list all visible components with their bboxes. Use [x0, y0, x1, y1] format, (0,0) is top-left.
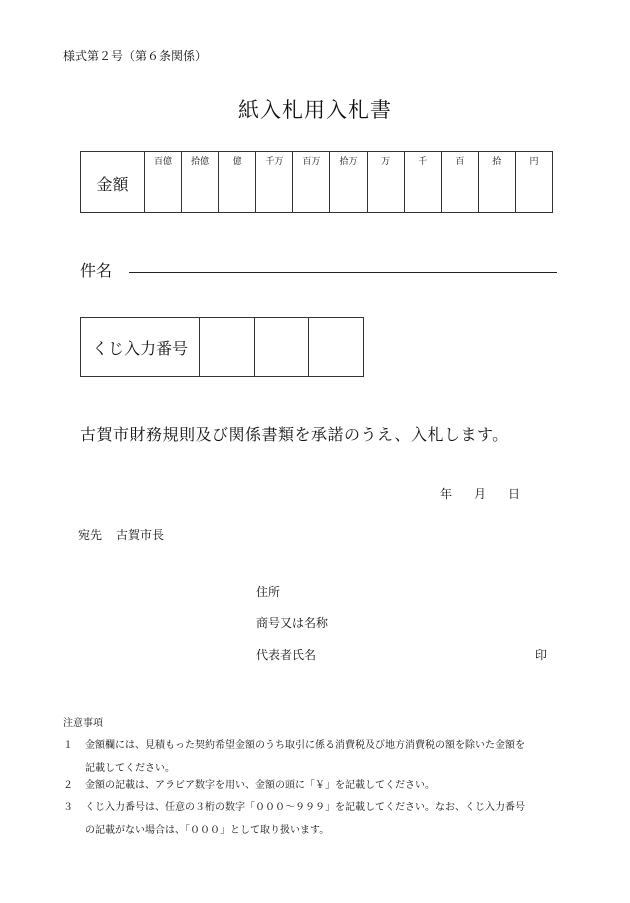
addressee-label: 宛先 — [78, 528, 103, 542]
addressee-name: 古賀市長 — [116, 528, 165, 542]
digit-cell[interactable]: 百 — [442, 152, 479, 212]
month-label: 月 — [474, 487, 487, 501]
digit-cell[interactable]: 拾 — [479, 152, 516, 212]
digit-cell[interactable]: 拾万 — [330, 152, 367, 212]
lottery-label: くじ入力番号 — [81, 318, 200, 376]
notes-title: 注意事項 — [63, 718, 103, 729]
subject-label: 件名 — [80, 261, 113, 280]
digit-cell[interactable]: 千万 — [256, 152, 293, 212]
company-name-label: 商号又は名称 — [256, 616, 329, 630]
amount-table — [80, 151, 553, 213]
note-number: ２ — [63, 780, 73, 791]
digit-cell[interactable]: 万 — [368, 152, 405, 212]
address-label: 住所 — [256, 585, 281, 599]
note-number: ３ — [63, 802, 73, 813]
seal-label: 印 — [535, 648, 548, 662]
note-item — [63, 736, 578, 774]
digit-cell[interactable]: 百億 — [145, 152, 182, 212]
lottery-number-table — [80, 317, 364, 377]
declaration-text: 古賀市財務規則及び関係書類を承諾のうえ、入札します。 — [80, 425, 509, 444]
digit-cell[interactable]: 円 — [529, 157, 539, 167]
representative-label: 代表者氏名 — [256, 648, 317, 662]
lottery-digit-box[interactable] — [200, 318, 255, 376]
note-text: くじ入力番号は、任意の３桁の数字「０００～９９９」を記載してください。なお、くじ入力番号 — [85, 802, 525, 813]
document-title: 紙入札用入札書 — [238, 98, 392, 122]
digit-cell[interactable]: 億 — [219, 152, 256, 212]
note-text-continued: 記載してください。 — [85, 763, 175, 774]
note-number: １ — [63, 740, 73, 751]
digit-cell[interactable]: 百万 — [293, 152, 330, 212]
digit-cell[interactable]: 拾億 — [182, 152, 219, 212]
lottery-digit-box[interactable] — [309, 318, 363, 376]
day-label: 日 — [508, 487, 521, 501]
amount-digits — [145, 152, 552, 212]
note-text: 金額の記載は、アラビア数字を用い、金額の頭に「￥」を記載してください。 — [85, 780, 435, 791]
date-line — [440, 485, 542, 502]
note-item — [63, 776, 578, 791]
note-text: 金額欄には、見積もった契約希望金額のうち取引に係る消費税及び地方消費税の額を除いた金額を — [85, 740, 525, 751]
year-label: 年 — [440, 487, 453, 501]
form-number: 様式第２号（第６条関係） — [63, 49, 208, 63]
lottery-digit-box[interactable] — [255, 318, 310, 376]
note-item — [63, 798, 578, 836]
note-text-continued: の記載がない場合は、「０００」として取り扱います。 — [85, 825, 330, 836]
subject-input-line[interactable] — [129, 272, 557, 273]
addressee — [78, 526, 164, 543]
digit-cell[interactable]: 千 — [405, 152, 442, 212]
amount-label: 金額 — [81, 152, 145, 212]
